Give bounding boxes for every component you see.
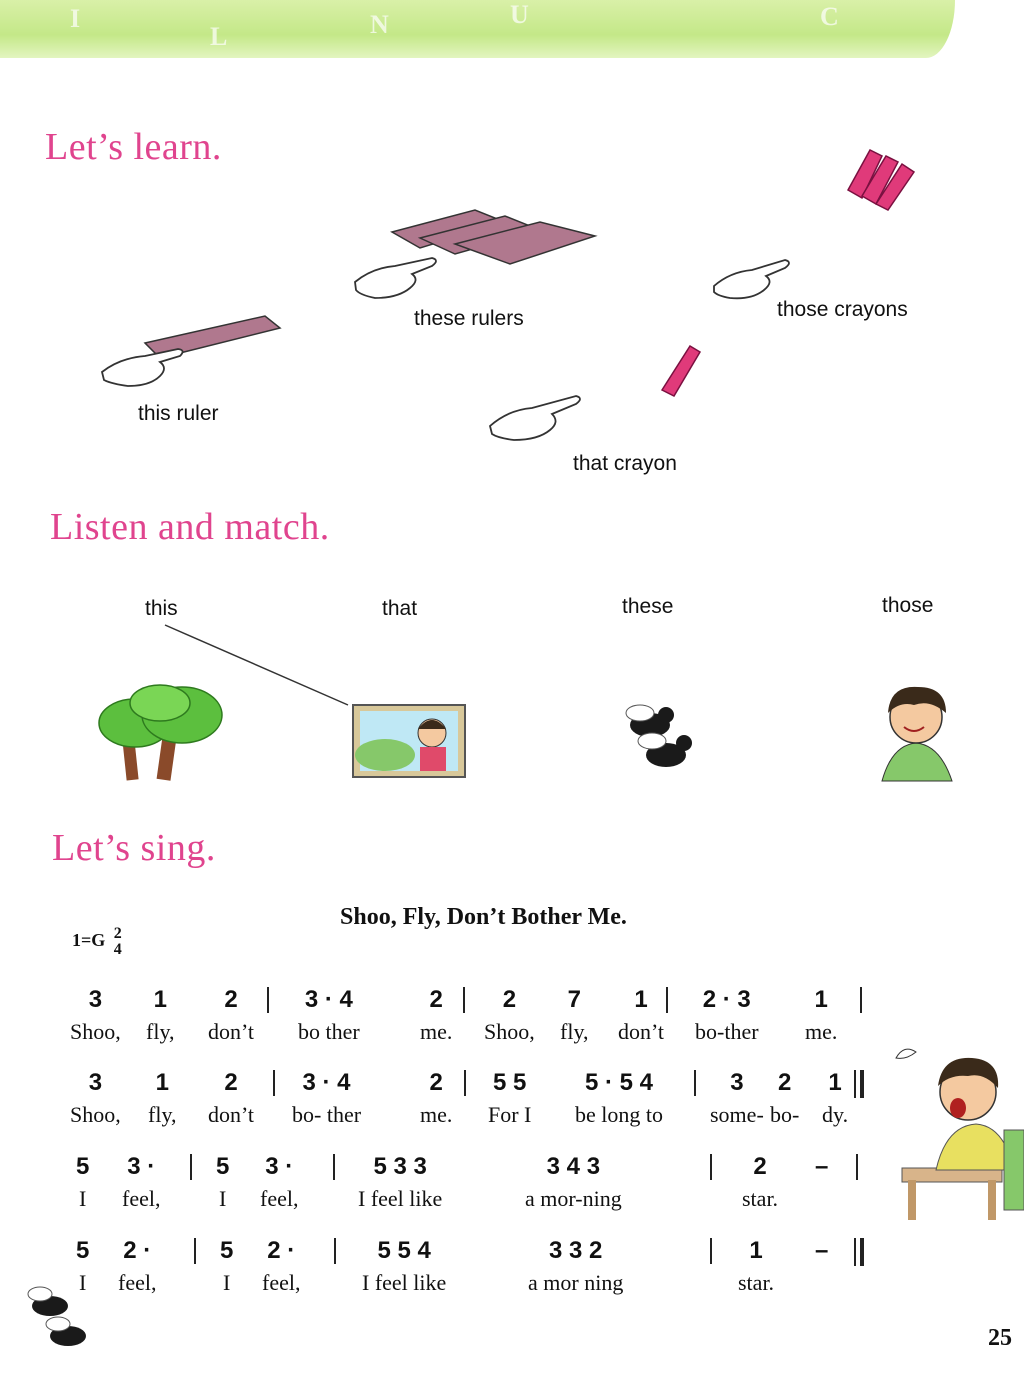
bees-corner-illustration <box>10 1270 110 1370</box>
match-illustrations <box>0 615 1024 795</box>
crayons-illustration <box>848 150 914 210</box>
match-word-these: these <box>622 595 674 618</box>
bar-line <box>194 1238 196 1264</box>
lyric: me. <box>805 1019 838 1044</box>
note: – <box>815 1237 829 1264</box>
bar-line <box>710 1154 712 1180</box>
note: 5 5 4 <box>377 1237 431 1264</box>
banner-letter: U <box>510 0 529 29</box>
lyric: don’t <box>208 1019 255 1044</box>
score-row <box>70 1068 870 1150</box>
lyric: bo ther <box>298 1019 360 1044</box>
note: 5 5 <box>493 1069 527 1096</box>
lyric: For I <box>488 1102 532 1127</box>
note: 2 <box>502 986 517 1013</box>
note: 3 · <box>127 1153 156 1180</box>
bar-line <box>860 987 862 1013</box>
time-top: 2 <box>113 925 122 942</box>
lyric: bo-ther <box>695 1019 759 1044</box>
note: 5 <box>220 1237 234 1264</box>
lyric: star. <box>738 1270 775 1295</box>
section-heading-sing: Let’s sing. <box>52 827 216 869</box>
lyric: a mor ning <box>528 1270 624 1295</box>
note: 1 <box>828 1069 842 1096</box>
score-row <box>70 1236 870 1318</box>
banner-letter: L <box>210 22 228 51</box>
lyric: some- <box>710 1102 764 1127</box>
note: 3 <box>88 1069 103 1096</box>
note: 2 <box>753 1153 767 1180</box>
note: 2 <box>224 1069 238 1096</box>
banner-letter: C <box>820 2 839 31</box>
note: 3 · <box>265 1153 294 1180</box>
time-signature <box>114 926 122 958</box>
bar-line <box>666 987 668 1013</box>
repeat-bar <box>854 1070 864 1098</box>
lyric: be long to <box>575 1102 663 1127</box>
note: 3 3 2 <box>548 1237 603 1264</box>
bar-line <box>334 1238 336 1264</box>
note: 3 <box>88 986 103 1013</box>
lyric: I <box>79 1270 87 1295</box>
note: 1 <box>155 1069 169 1096</box>
lyric: bo- <box>770 1102 800 1127</box>
lyric: a mor-ning <box>525 1186 622 1211</box>
rulers-illustration <box>392 210 595 264</box>
page-number: 25 <box>988 1325 1012 1351</box>
note: 5 <box>216 1153 230 1180</box>
note: 3 <box>730 1069 744 1096</box>
bar-line <box>856 1154 858 1180</box>
note: 1 <box>814 986 828 1013</box>
lyric <box>815 1266 828 1300</box>
boy-picture <box>882 687 952 781</box>
item-label-this-ruler: this ruler <box>138 402 219 425</box>
lyric: fly, <box>146 1019 175 1044</box>
lyric <box>815 1182 828 1216</box>
note: 1 <box>749 1237 763 1264</box>
crayon-illustration <box>662 346 700 396</box>
section-heading-match: Listen and match. <box>50 506 330 548</box>
note: 3 · 4 <box>304 986 353 1013</box>
banner-letter: I <box>70 4 81 33</box>
bar-line <box>464 1070 466 1096</box>
trees-picture <box>99 685 222 781</box>
note: 2 · <box>123 1237 152 1264</box>
lyric: feel, <box>260 1186 299 1211</box>
note: 2 <box>224 986 238 1013</box>
item-label-these-rulers: these rulers <box>414 307 524 330</box>
lyric: star. <box>742 1186 779 1211</box>
lyric: fly, <box>148 1102 177 1127</box>
lyric: dy. <box>822 1102 849 1127</box>
song-title: Shoo, Fly, Don’t Bother Me. <box>340 904 627 930</box>
bees-picture <box>626 705 692 767</box>
framed-photo-picture <box>353 705 465 777</box>
match-word-that: that <box>382 597 418 620</box>
lyric: I feel like <box>358 1186 443 1211</box>
repeat-bar <box>854 1238 864 1266</box>
score-row <box>70 985 870 1067</box>
banner-letter: N <box>370 10 389 39</box>
lyric: I feel like <box>362 1270 447 1295</box>
song-key <box>72 926 122 958</box>
note: 7 <box>567 986 581 1013</box>
note: 3 · 4 <box>302 1069 351 1096</box>
lyric: feel, <box>118 1270 157 1295</box>
shouting-boy-illustration <box>876 1030 1024 1220</box>
score-row <box>70 1152 870 1234</box>
lyric: feel, <box>262 1270 301 1295</box>
item-label-that-crayon: that crayon <box>573 452 677 475</box>
bar-line <box>190 1154 192 1180</box>
lyric: me. <box>420 1019 453 1044</box>
key-signature: 1=G <box>72 930 106 951</box>
note: 5 · 5 4 <box>584 1069 654 1096</box>
lyric: Shoo, <box>70 1019 121 1044</box>
note: 2 <box>777 1069 792 1096</box>
bar-line <box>710 1238 712 1264</box>
match-word-this: this <box>145 597 178 620</box>
bar-line <box>273 1070 275 1096</box>
match-word-those: those <box>882 594 934 617</box>
time-bottom: 4 <box>113 941 122 958</box>
note: 2 · 3 <box>702 986 751 1013</box>
note: 1 <box>634 986 648 1013</box>
lyric: I <box>219 1186 227 1211</box>
note: – <box>815 1153 829 1180</box>
lyric: don’t <box>618 1019 665 1044</box>
section-heading-learn: Let’s learn. <box>45 126 222 168</box>
banner-letters <box>60 0 940 58</box>
bar-line <box>333 1154 335 1180</box>
bar-line <box>694 1070 696 1096</box>
note: 2 <box>429 1069 443 1096</box>
bar-line <box>267 987 269 1013</box>
lyric: don’t <box>208 1102 255 1127</box>
note: 1 <box>153 986 167 1013</box>
note: 5 <box>76 1153 90 1180</box>
lyric: bo- ther <box>292 1102 362 1127</box>
note: 5 <box>76 1237 90 1264</box>
note: 2 <box>429 986 443 1013</box>
bar-line <box>463 987 465 1013</box>
lyric: Shoo, <box>484 1019 535 1044</box>
lyric: me. <box>420 1102 453 1127</box>
note: 5 3 3 <box>373 1153 427 1180</box>
item-label-those-crayons: those crayons <box>777 298 908 321</box>
lyric: Shoo, <box>70 1102 121 1127</box>
lyric: I <box>79 1186 87 1211</box>
lyric: feel, <box>122 1186 161 1211</box>
note: 3 4 3 <box>546 1153 601 1180</box>
note: 2 · <box>267 1237 296 1264</box>
lyric: I <box>223 1270 231 1295</box>
lyric: fly, <box>560 1019 589 1044</box>
